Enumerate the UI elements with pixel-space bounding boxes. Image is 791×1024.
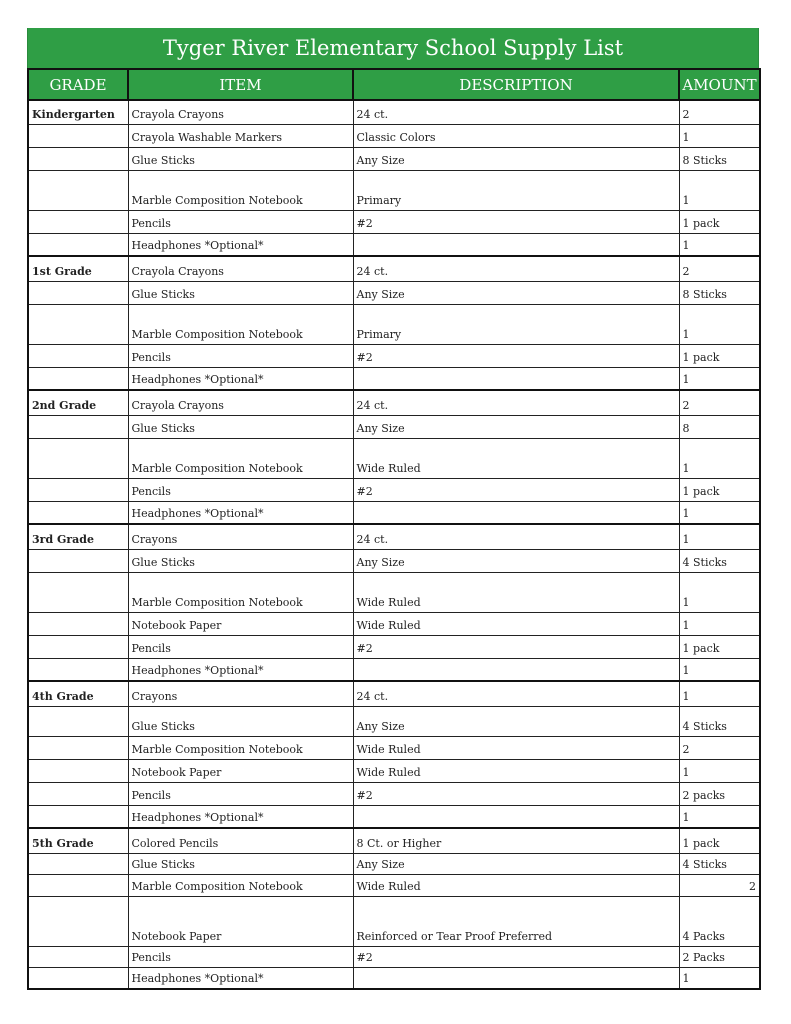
cell-item: Crayola Crayons <box>128 390 353 415</box>
cell-amount: 1 pack <box>679 828 760 853</box>
supply-table-body <box>28 100 760 989</box>
cell-item: Pencils <box>128 210 353 233</box>
cell-grade <box>28 946 128 967</box>
cell-description: Any Size <box>353 147 679 170</box>
cell-item: Headphones *Optional* <box>128 805 353 828</box>
table-row <box>28 124 760 147</box>
cell-grade <box>28 612 128 635</box>
cell-item: Headphones *Optional* <box>128 233 353 256</box>
cell-description <box>353 233 679 256</box>
column-header-amount: AMOUNT <box>679 69 760 100</box>
table-row <box>28 853 760 874</box>
cell-grade <box>28 367 128 390</box>
table-row <box>28 233 760 256</box>
page-title: Tyger River Elementary School Supply List <box>27 28 759 68</box>
cell-item: Headphones *Optional* <box>128 501 353 524</box>
table-row <box>28 658 760 681</box>
cell-description: #2 <box>353 946 679 967</box>
cell-amount: 4 Sticks <box>679 706 760 736</box>
cell-item: Marble Composition Notebook <box>128 572 353 612</box>
cell-grade <box>28 658 128 681</box>
cell-description: #2 <box>353 210 679 233</box>
cell-amount: 2 <box>679 874 760 896</box>
cell-description: #2 <box>353 782 679 805</box>
cell-grade <box>28 124 128 147</box>
table-row <box>28 256 760 281</box>
cell-item: Headphones *Optional* <box>128 658 353 681</box>
table-row <box>28 344 760 367</box>
cell-grade: 1st Grade <box>28 256 128 281</box>
cell-amount: 1 pack <box>679 344 760 367</box>
cell-grade <box>28 782 128 805</box>
table-row <box>28 572 760 612</box>
cell-amount: 1 <box>679 967 760 989</box>
cell-description: Classic Colors <box>353 124 679 147</box>
table-row <box>28 736 760 759</box>
table-row <box>28 415 760 438</box>
cell-amount: 1 <box>679 805 760 828</box>
cell-amount: 1 pack <box>679 635 760 658</box>
cell-amount: 2 <box>679 390 760 415</box>
table-row <box>28 896 760 946</box>
cell-grade <box>28 478 128 501</box>
table-row <box>28 210 760 233</box>
cell-description: #2 <box>353 635 679 658</box>
column-header-description: DESCRIPTION <box>353 69 679 100</box>
cell-amount: 4 Packs <box>679 896 760 946</box>
cell-item: Glue Sticks <box>128 549 353 572</box>
cell-grade <box>28 572 128 612</box>
cell-grade: 4th Grade <box>28 681 128 706</box>
cell-description: Primary <box>353 170 679 210</box>
cell-description: Reinforced or Tear Proof Preferred <box>353 896 679 946</box>
table-row <box>28 759 760 782</box>
cell-amount: 2 <box>679 100 760 124</box>
cell-description: Any Size <box>353 706 679 736</box>
cell-item: Pencils <box>128 635 353 658</box>
cell-grade <box>28 874 128 896</box>
cell-amount: 1 <box>679 124 760 147</box>
cell-grade <box>28 967 128 989</box>
cell-item: Crayola Washable Markers <box>128 124 353 147</box>
cell-grade: 3rd Grade <box>28 524 128 549</box>
cell-amount: 1 pack <box>679 478 760 501</box>
cell-grade <box>28 415 128 438</box>
cell-amount: 1 <box>679 233 760 256</box>
cell-amount: 8 <box>679 415 760 438</box>
column-header-grade: GRADE <box>28 69 128 100</box>
table-row <box>28 524 760 549</box>
cell-grade <box>28 635 128 658</box>
supply-table <box>27 68 761 990</box>
cell-item: Headphones *Optional* <box>128 967 353 989</box>
table-row <box>28 304 760 344</box>
cell-item: Notebook Paper <box>128 612 353 635</box>
cell-amount: 4 Sticks <box>679 853 760 874</box>
cell-item: Marble Composition Notebook <box>128 874 353 896</box>
cell-grade <box>28 736 128 759</box>
cell-item: Pencils <box>128 478 353 501</box>
supply-list-sheet <box>27 28 759 990</box>
cell-description: Any Size <box>353 415 679 438</box>
cell-amount: 2 packs <box>679 782 760 805</box>
cell-item: Marble Composition Notebook <box>128 438 353 478</box>
table-row <box>28 706 760 736</box>
cell-amount: 1 <box>679 681 760 706</box>
cell-description: 24 ct. <box>353 390 679 415</box>
cell-amount: 4 Sticks <box>679 549 760 572</box>
cell-grade <box>28 896 128 946</box>
cell-description <box>353 658 679 681</box>
cell-item: Pencils <box>128 782 353 805</box>
cell-description: Any Size <box>353 853 679 874</box>
cell-item: Crayons <box>128 681 353 706</box>
cell-description: Any Size <box>353 549 679 572</box>
cell-description: 24 ct. <box>353 100 679 124</box>
cell-item: Crayola Crayons <box>128 256 353 281</box>
cell-description: 24 ct. <box>353 524 679 549</box>
table-row <box>28 367 760 390</box>
cell-description: #2 <box>353 344 679 367</box>
cell-description: Primary <box>353 304 679 344</box>
cell-amount: 1 <box>679 170 760 210</box>
cell-grade <box>28 805 128 828</box>
cell-amount: 1 <box>679 304 760 344</box>
cell-description <box>353 367 679 390</box>
cell-description: 24 ct. <box>353 256 679 281</box>
table-row <box>28 147 760 170</box>
cell-amount: 1 <box>679 367 760 390</box>
cell-item: Colored Pencils <box>128 828 353 853</box>
cell-amount: 2 <box>679 256 760 281</box>
cell-item: Glue Sticks <box>128 147 353 170</box>
cell-amount: 1 <box>679 759 760 782</box>
cell-grade <box>28 210 128 233</box>
cell-description: Wide Ruled <box>353 874 679 896</box>
cell-amount: 1 <box>679 501 760 524</box>
cell-description <box>353 805 679 828</box>
cell-description: Wide Ruled <box>353 438 679 478</box>
cell-item: Glue Sticks <box>128 853 353 874</box>
cell-description: 8 Ct. or Higher <box>353 828 679 853</box>
table-row <box>28 681 760 706</box>
cell-item: Pencils <box>128 946 353 967</box>
cell-grade <box>28 853 128 874</box>
cell-description: Any Size <box>353 281 679 304</box>
table-row <box>28 946 760 967</box>
cell-grade <box>28 281 128 304</box>
cell-grade <box>28 233 128 256</box>
cell-grade <box>28 147 128 170</box>
table-row <box>28 805 760 828</box>
cell-item: Crayola Crayons <box>128 100 353 124</box>
table-row <box>28 100 760 124</box>
cell-item: Pencils <box>128 344 353 367</box>
cell-item: Notebook Paper <box>128 759 353 782</box>
cell-item: Glue Sticks <box>128 415 353 438</box>
table-row <box>28 281 760 304</box>
cell-amount: 8 Sticks <box>679 147 760 170</box>
table-row <box>28 438 760 478</box>
cell-description <box>353 501 679 524</box>
table-row <box>28 874 760 896</box>
cell-amount: 1 <box>679 572 760 612</box>
cell-grade: 2nd Grade <box>28 390 128 415</box>
table-row <box>28 390 760 415</box>
cell-amount: 1 pack <box>679 210 760 233</box>
table-row <box>28 967 760 989</box>
cell-item: Marble Composition Notebook <box>128 170 353 210</box>
table-row <box>28 549 760 572</box>
cell-grade: Kindergarten <box>28 100 128 124</box>
table-header-row <box>28 69 760 100</box>
cell-amount: 2 <box>679 736 760 759</box>
column-header-item: ITEM <box>128 69 353 100</box>
table-row <box>28 501 760 524</box>
cell-item: Marble Composition Notebook <box>128 736 353 759</box>
cell-description: Wide Ruled <box>353 612 679 635</box>
table-row <box>28 478 760 501</box>
cell-grade <box>28 438 128 478</box>
cell-description: Wide Ruled <box>353 572 679 612</box>
cell-item: Notebook Paper <box>128 896 353 946</box>
cell-item: Marble Composition Notebook <box>128 304 353 344</box>
cell-description: Wide Ruled <box>353 736 679 759</box>
cell-grade <box>28 501 128 524</box>
cell-item: Crayons <box>128 524 353 549</box>
cell-grade <box>28 170 128 210</box>
cell-grade <box>28 706 128 736</box>
cell-grade <box>28 344 128 367</box>
cell-item: Glue Sticks <box>128 706 353 736</box>
cell-grade <box>28 304 128 344</box>
cell-description <box>353 967 679 989</box>
cell-description: 24 ct. <box>353 681 679 706</box>
cell-amount: 1 <box>679 658 760 681</box>
table-row <box>28 782 760 805</box>
table-row <box>28 170 760 210</box>
table-row <box>28 635 760 658</box>
table-row <box>28 828 760 853</box>
cell-item: Headphones *Optional* <box>128 367 353 390</box>
cell-amount: 1 <box>679 438 760 478</box>
cell-grade <box>28 759 128 782</box>
cell-item: Glue Sticks <box>128 281 353 304</box>
cell-grade <box>28 549 128 572</box>
cell-grade: 5th Grade <box>28 828 128 853</box>
cell-amount: 2 Packs <box>679 946 760 967</box>
cell-amount: 8 Sticks <box>679 281 760 304</box>
cell-description: Wide Ruled <box>353 759 679 782</box>
cell-description: #2 <box>353 478 679 501</box>
cell-amount: 1 <box>679 612 760 635</box>
cell-amount: 1 <box>679 524 760 549</box>
table-row <box>28 612 760 635</box>
